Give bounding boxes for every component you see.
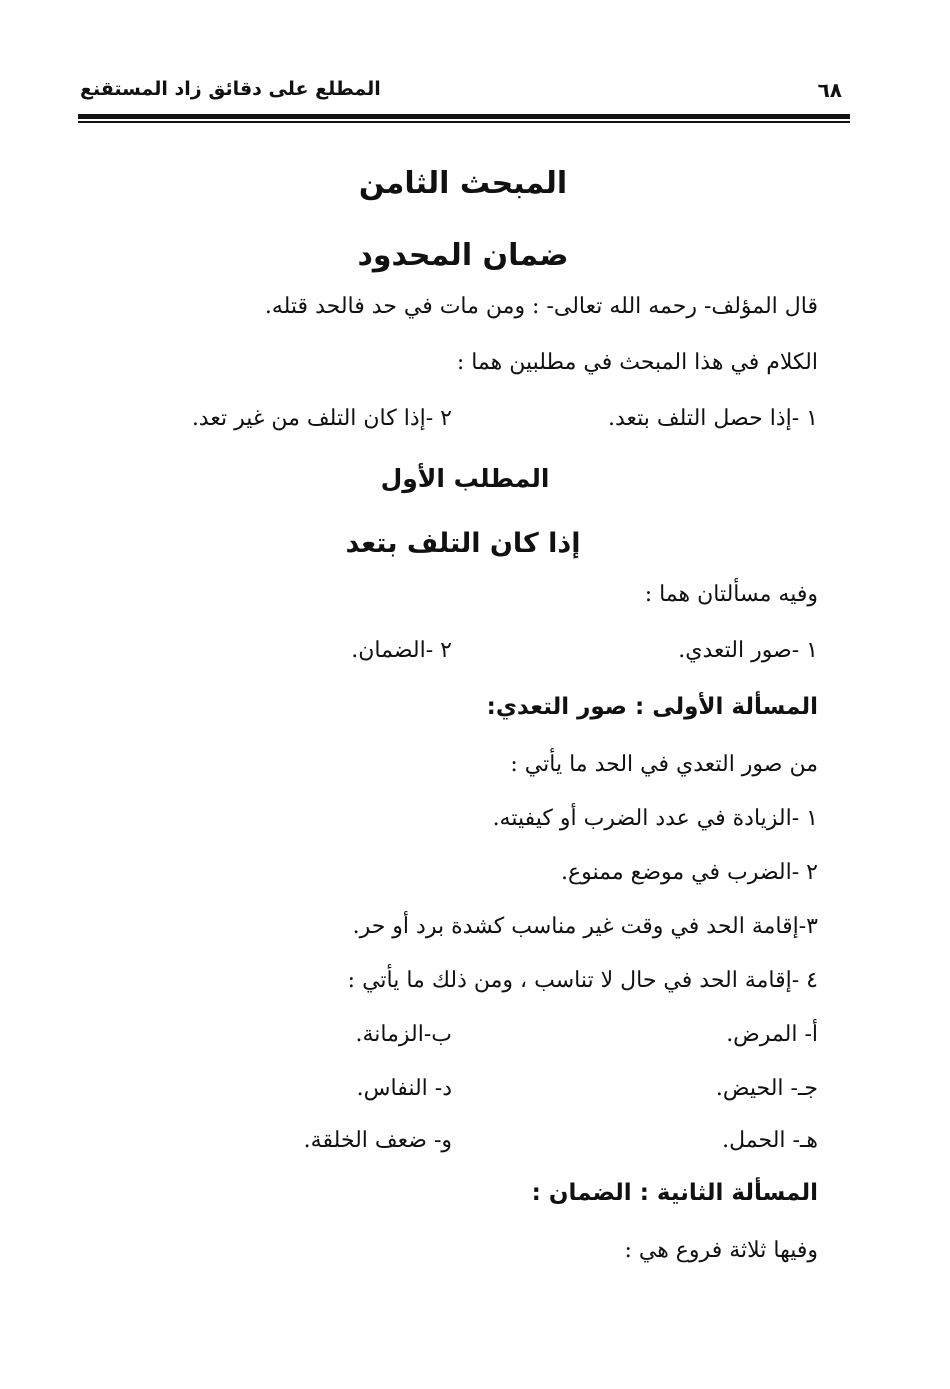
section-subject-heading: ضمان المحدود: [357, 238, 569, 273]
topic-item-2: ٢ -الضمان.: [351, 638, 452, 663]
topic-intro: وفيه مسألتان هما :: [644, 582, 818, 607]
header-rule-thick: [78, 114, 850, 119]
issue-one-point-2: ٢ -الضرب في موضع ممنوع.: [561, 860, 818, 885]
author-quote: قال المؤلف- رحمه الله تعالى- : ومن مات في حد فالحد قتله.: [264, 294, 818, 319]
sub-point-e: هـ- الحمل.: [722, 1128, 818, 1153]
issue-one-title: المسألة الأولى : صور التعدي:: [486, 694, 818, 720]
issue-two-intro: وفيها ثلاثة فروع هي :: [624, 1238, 818, 1263]
section-heading: المبحث الثامن: [358, 166, 568, 201]
issue-two-title: المسألة الثانية : الضمان :: [531, 1180, 818, 1206]
issue-one-point-4: ٤ -إقامة الحد في حال لا تناسب ، ومن ذلك ما يأتي :: [347, 968, 818, 993]
sub-point-f: و- ضعف الخلقة.: [303, 1128, 452, 1153]
page-number: ٦٨: [817, 78, 842, 102]
topic-item-1: ١ -صور التعدي.: [678, 638, 818, 663]
book-title: المطلع على دقائق زاد المستقنع: [80, 78, 381, 100]
issue-one-point-1: ١ -الزيادة في عدد الضرب أو كيفيته.: [492, 806, 818, 831]
issue-one-point-3: ٣-إقامة الحد في وقت غير مناسب كشدة برد أو حر.: [352, 914, 818, 939]
outline-statement: الكلام في هذا المبحث في مطلبين هما :: [456, 350, 818, 375]
sub-point-d: د- النفاس.: [356, 1076, 452, 1101]
issue-one-intro: من صور التعدي في الحد ما يأتي :: [510, 752, 818, 777]
outline-item-2: ٢ -إذا كان التلف من غير تعد.: [191, 406, 452, 431]
sub-point-a: أ- المرض.: [726, 1022, 818, 1047]
topic-heading: المطلب الأول: [380, 464, 550, 493]
outline-item-1: ١ -إذا حصل التلف بتعد.: [607, 406, 818, 431]
sub-point-c: جـ- الحيض.: [715, 1076, 818, 1101]
topic-subject-heading: إذا كان التلف بتعد: [345, 528, 581, 559]
header-rule-thin: [78, 121, 850, 123]
page-header: [80, 78, 850, 110]
sub-point-b: ب-الزمانة.: [355, 1022, 452, 1047]
